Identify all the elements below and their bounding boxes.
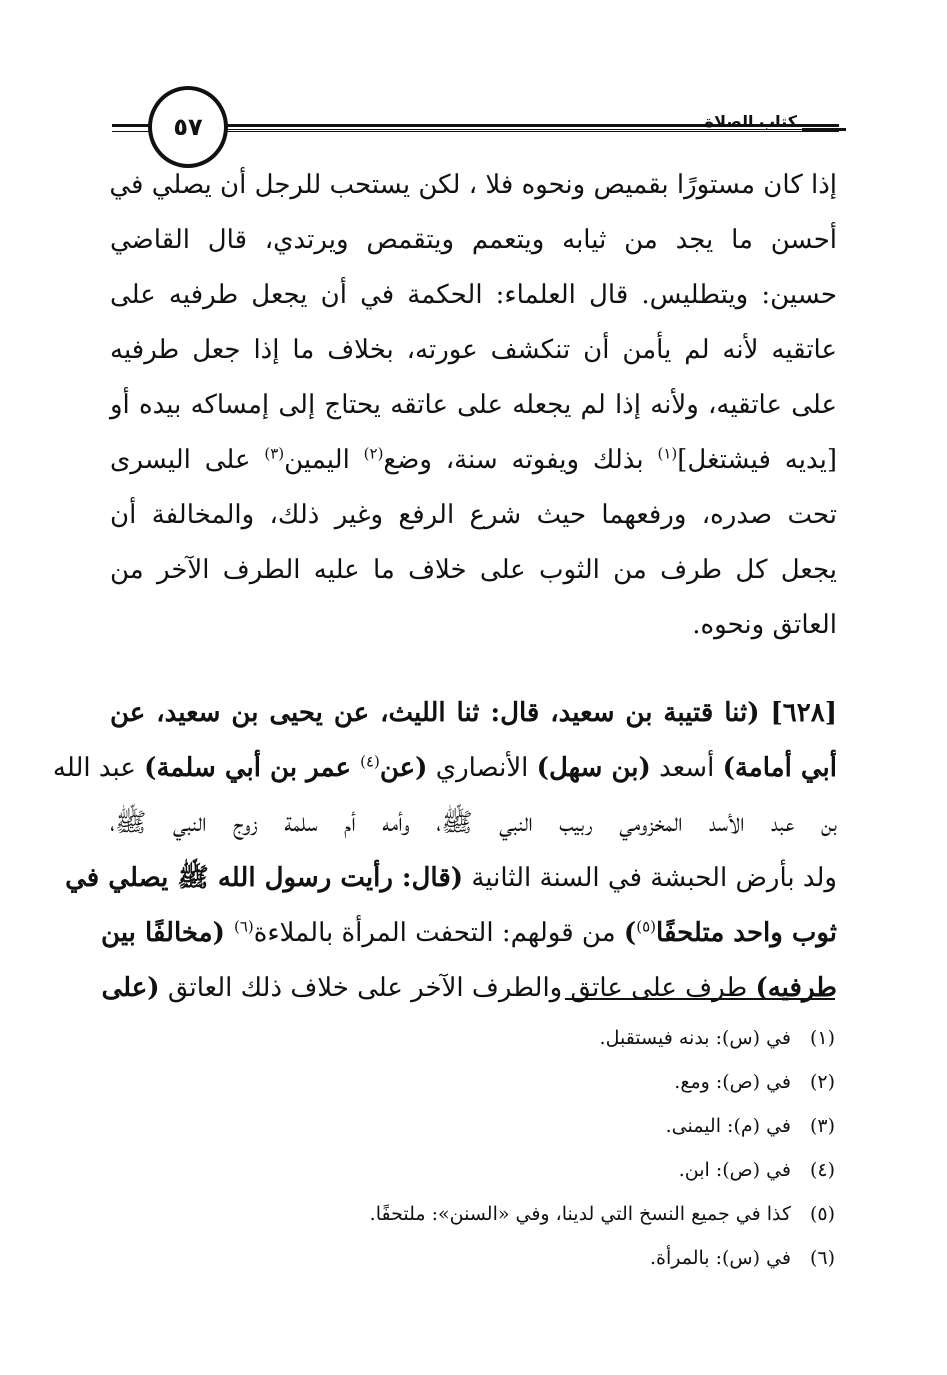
- footnote-text: في (ص): ابن.: [678, 1159, 791, 1181]
- footnote: [135, 1236, 835, 1280]
- footnote-text: في (س): بالمرأة.: [649, 1247, 791, 1269]
- text-span: على اليسرى: [110, 445, 265, 475]
- text-line: أحسن ما يجد من ثيابه ويتعمم ويتقمص ويرتدي، قال القاضي: [110, 225, 837, 255]
- text-span: (عن: [379, 753, 428, 783]
- text-span: عبد الله: [52, 753, 145, 783]
- text-span: (مخالفًا بين: [101, 918, 234, 948]
- footnote: [135, 1192, 835, 1236]
- header-rule-thin: [220, 131, 839, 132]
- text-span: [يديه فيشتغل]: [677, 445, 837, 475]
- footnote-ref[interactable]: (٤): [360, 752, 380, 771]
- text-span: (قال: رأيت رسول الله ﷺ يصلي في: [65, 863, 464, 893]
- footnote-ref[interactable]: (٦): [233, 917, 254, 936]
- hadith-line: [٦٢٨] (ثنا قتيبة بن سعيد، قال: ثنا الليث، عن يحيى بن سعيد، عن: [110, 698, 837, 728]
- text-span: ولد بأرض الحبشة في السنة الثانية: [463, 863, 837, 893]
- text-line: حسين: ويتطليس. قال العلماء: الحكمة في أن يجعل طرفيه على: [110, 280, 837, 310]
- text-line: [110, 433, 837, 488]
- running-head: كتاب الصلاة: [704, 112, 797, 131]
- text-span: الأنصاري: [427, 753, 537, 783]
- text-span: (على: [101, 973, 160, 1003]
- footnote-text: في (ص): ومع.: [674, 1071, 791, 1093]
- footnote-text: كذا في جميع النسخ التي لدينا، وفي «السنن»: ملتحفًا.: [369, 1203, 791, 1225]
- text-span: عمر بن أبي سلمة): [144, 753, 361, 783]
- text-line: عاتقيه لأنه لم يأمن أن تنكشف عورته، بخلاف ما إذا جعل طرفيه: [110, 335, 837, 365]
- paragraph-gap: [110, 653, 837, 686]
- footnote: [135, 1104, 835, 1148]
- text-span: أبي أمامة): [722, 753, 837, 783]
- footnote-ref[interactable]: (٣): [264, 444, 285, 463]
- footnote-number: (١): [809, 1027, 835, 1049]
- footnote-separator: [565, 998, 835, 1000]
- footnotes: [135, 1016, 835, 1280]
- main-text: [52, 158, 837, 1016]
- text-span: ): [623, 918, 637, 948]
- text-line: إذا كان مستورًا بقميص ونحوه فلا ، لكن يستحب للرجل أن يصلي في: [109, 170, 837, 200]
- footnote-number: (٤): [809, 1159, 835, 1181]
- footnote-number: (٥): [809, 1203, 835, 1225]
- footnote: [135, 1016, 835, 1060]
- footnote-text: في (س): بدنه فيستقبل.: [599, 1027, 791, 1049]
- footnote-number: (٢): [809, 1071, 835, 1093]
- footnote: [135, 1060, 835, 1104]
- text-line: يجعل كل طرف من الثوب على خلاف ما عليه الطرف الآخر من: [110, 555, 837, 585]
- footnote-ref[interactable]: (٥): [636, 917, 657, 936]
- hadith-line: [65, 851, 837, 906]
- text-span: (بن سهل): [536, 753, 651, 783]
- footnote-number: (٦): [809, 1247, 835, 1269]
- text-span: ثوب واحد متلحفًا: [656, 918, 837, 948]
- hadith-line: [101, 961, 837, 1016]
- text-span: طرفيه): [755, 973, 837, 1003]
- footnote-ref[interactable]: (١): [657, 444, 678, 463]
- text-span: من قولهم: التحفت المرأة بالملاءة: [253, 918, 624, 948]
- hadith-line: بن عبد الأسد المخزومي ربيب النبي ﷺ، وأمه أم سلمة زوج النبي ﷺ،: [110, 808, 837, 838]
- footnote-number: (٣): [809, 1115, 835, 1137]
- text-line: العاتق ونحوه.: [692, 610, 837, 640]
- page-number: ٥٧: [173, 113, 203, 141]
- text-span: أسعد: [650, 753, 723, 783]
- text-span: بذلك ويفوته سنة، وضع: [383, 445, 658, 475]
- text-span: اليمين: [284, 445, 364, 475]
- hadith-line: [101, 906, 837, 961]
- text-line: على عاتقيه، ولأنه إذا لم يجعله على عاتقه يحتاج إلى إمساكه بيده أو: [110, 390, 837, 420]
- footnote-ref[interactable]: (٢): [363, 444, 384, 463]
- hadith-line: [52, 741, 837, 796]
- text-line: تحت صدره، ورفعهما حيث شرع الرفع وغير ذلك، والمخالفة أن: [110, 500, 837, 530]
- footnote-text: في (م): اليمنى.: [665, 1115, 791, 1137]
- page-number-oval: [148, 86, 228, 168]
- footnote: [135, 1148, 835, 1192]
- text-span: طرف على عاتق والطرف الآخر على خلاف ذلك العاتق: [159, 973, 756, 1003]
